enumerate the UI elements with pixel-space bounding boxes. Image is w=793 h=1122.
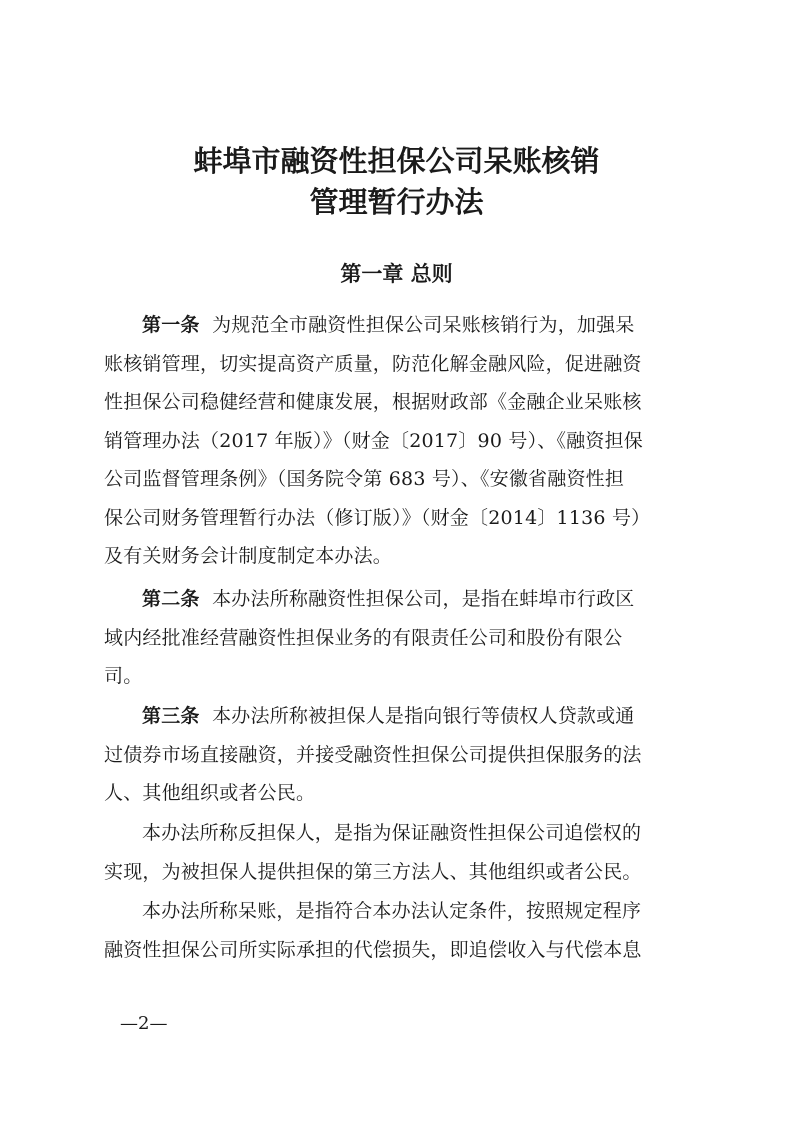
article-1-text-1: 为规范全市融资性担保公司呆账核销行为，加强呆 [212,314,635,336]
article-2-line-2: 域内经批准经营融资性担保业务的有限责任公司和股份有限公 [104,626,623,649]
article-1-line-7: 及有关财务会计制度制定本办法。 [104,545,393,567]
article-3-text-1: 本办法所称被担保人是指向银行等债权人贷款或通 [212,705,635,727]
chapter-heading: 第一章 总则 [340,262,453,286]
article-1-line-4: 销管理办法（2017 年版）》（财金〔2017〕90 号）、《融资担保 [104,429,643,452]
paragraph-bad-debt [104,892,694,969]
article-2-lead: 第二条 [142,588,200,610]
article-1-line-6: 保公司财务管理暂行办法（修订版）》（财金〔2014〕1136 号） [104,506,651,529]
article-1-line-1 [104,306,694,345]
paragraph-counter-guarantor [104,814,694,891]
article-2-line-3: 司。 [104,665,143,687]
article-1-line-5: 公司监督管理条例》（国务院令第 683 号）、《安徽省融资性担 [104,468,625,490]
article-2 [104,580,694,696]
article-2-text-1: 本办法所称融资性担保公司，是指在蚌埠市行政区 [212,588,635,610]
article-1 [104,306,694,576]
article-1-line-3: 性担保公司稳健经营和健康发展，根据财政部《金融企业呆账核 [104,391,642,413]
article-3 [104,697,694,813]
paragraph-4-line-2: 实现，为被担保人提供担保的第三方法人、其他组织或者公民。 [104,860,642,883]
article-3-line-2: 过债券市场直接融资，并接受融资性担保公司提供担保服务的法 [104,743,642,766]
paragraph-5-line-1: 本办法所称呆账，是指符合本办法认定条件，按照规定程序 [142,900,642,922]
article-3-lead: 第三条 [142,705,200,727]
page-number: —2— [120,1013,168,1034]
article-3-line-3: 人、其他组织或者公民。 [104,782,316,804]
document-title-line-1: 蚌埠市融资性担保公司呆账核销 [193,144,600,178]
article-1-lead: 第一条 [142,314,200,336]
paragraph-5-line-2: 融资性担保公司所实际承担的代偿损失，即追偿收入与代偿本息 [104,938,642,961]
article-2-line-1 [104,580,694,619]
article-3-line-1 [104,697,694,736]
article-1-line-2: 账核销管理，切实提高资产质量，防范化解金融风险，促进融资 [104,352,642,375]
paragraph-4-line-1: 本办法所称反担保人，是指为保证融资性担保公司追偿权的 [142,822,642,844]
document-title-line-2: 管理暂行办法 [309,185,484,219]
